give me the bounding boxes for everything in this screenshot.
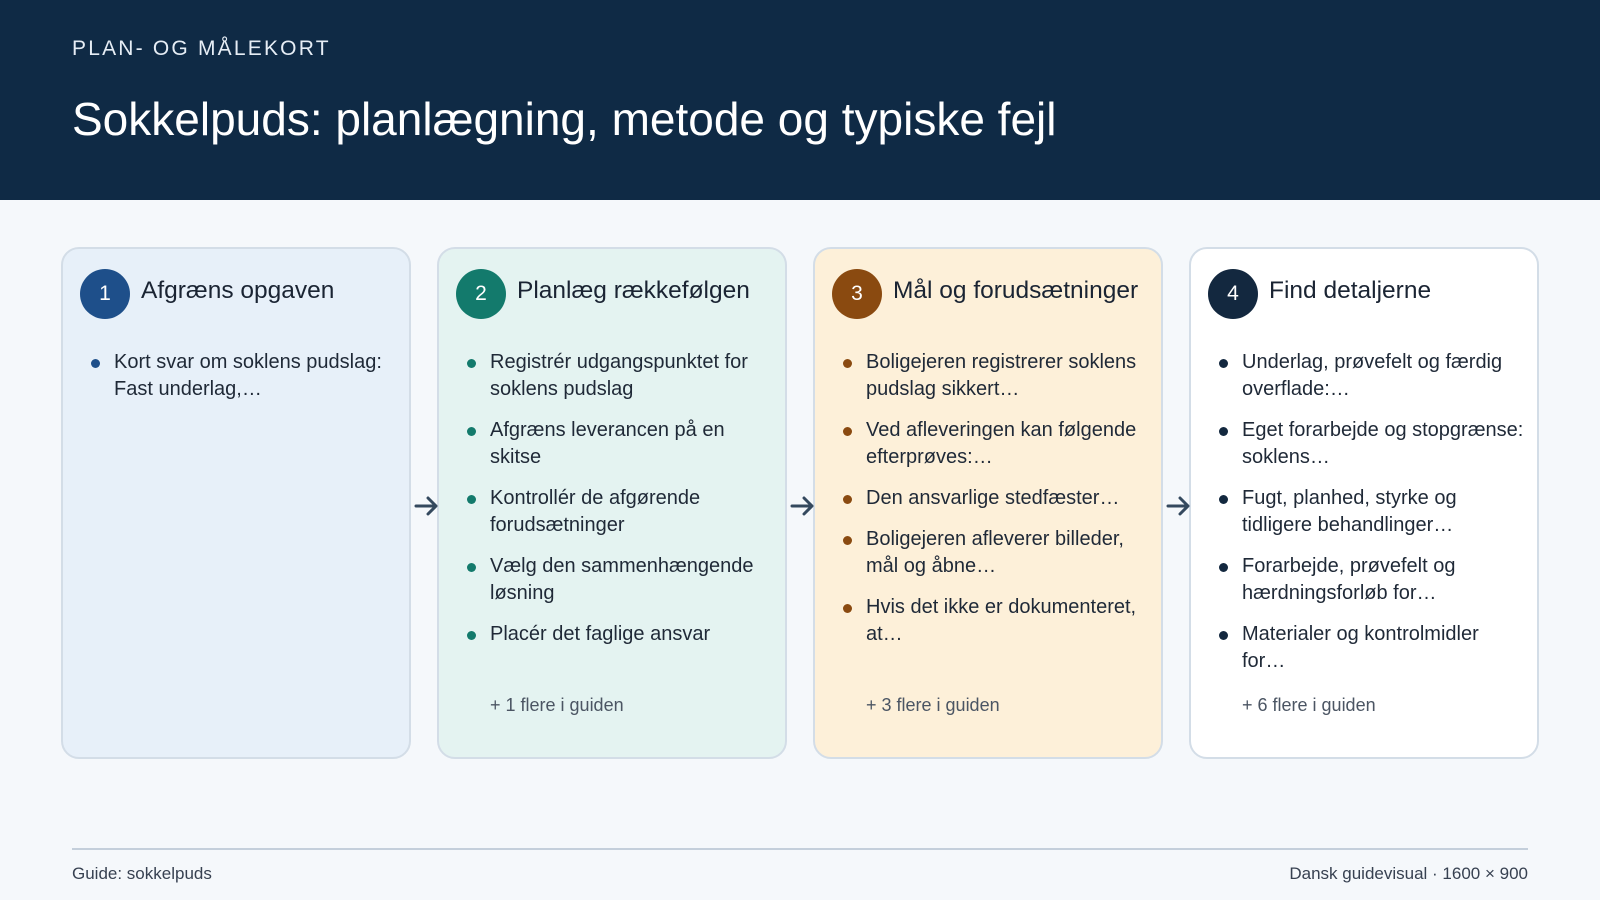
- step-item: [1219, 485, 1524, 539]
- bullet-dot: [843, 604, 852, 613]
- step-item-text: Eget forarbejde og stopgrænse: soklens…: [1242, 419, 1524, 468]
- header-band: [0, 0, 1600, 200]
- step-item-list: [91, 349, 396, 417]
- bullet-dot: [467, 631, 476, 640]
- step-item-text: Placér det faglige ansvar: [490, 623, 711, 645]
- bullet-dot: [843, 536, 852, 545]
- step-item-text: Boligejeren registrerer soklens pudslag sikkert…: [866, 351, 1137, 400]
- step-item-text: Hvis det ikke er dokumenteret, at…: [866, 596, 1137, 645]
- step-number-badge: 4: [1208, 269, 1258, 319]
- step-number-badge: 3: [832, 269, 882, 319]
- step-item-text: Afgræns leverancen på en skitse: [490, 419, 725, 468]
- step-item: [1219, 553, 1524, 607]
- step-item: [843, 526, 1148, 580]
- step-item: [843, 594, 1148, 648]
- bullet-dot: [843, 495, 852, 504]
- step-item: [1219, 621, 1524, 675]
- bullet-dot: [467, 495, 476, 504]
- step-item-list: [843, 349, 1148, 662]
- step-item: [1219, 349, 1524, 403]
- step-item-text: Den ansvarlige stedfæster…: [866, 487, 1120, 509]
- step-item: [91, 349, 396, 403]
- bullet-dot: [91, 359, 100, 368]
- step-item-text: Vælg den sammenhængende løsning: [490, 555, 754, 604]
- footer-divider: [72, 848, 1528, 850]
- arrow-right-icon: [1165, 492, 1193, 520]
- step-item-list: [467, 349, 772, 662]
- step-item-text: Fugt, planhed, styrke og tidligere behandlinger…: [1242, 487, 1457, 536]
- bullet-dot: [1219, 563, 1228, 572]
- step-card-4: [1189, 247, 1539, 759]
- step-item-text: Boligejeren afleverer billeder, mål og åbne…: [866, 528, 1124, 577]
- bullet-dot: [1219, 359, 1228, 368]
- bullet-dot: [843, 359, 852, 368]
- step-item: [467, 621, 772, 648]
- step-item: [1219, 417, 1524, 471]
- more-in-guide-link[interactable]: + 1 flere i guiden: [490, 695, 624, 715]
- bullet-dot: [1219, 495, 1228, 504]
- step-item: [467, 417, 772, 471]
- footer-meta-label: Dansk guidevisual · 1600 × 900: [1289, 864, 1528, 883]
- step-item: [843, 485, 1148, 512]
- eyebrow-label: PLAN- OG MÅLEKORT: [72, 37, 331, 60]
- arrow-right-icon: [413, 492, 441, 520]
- step-item: [467, 349, 772, 403]
- step-item-text: Underlag, prøvefelt og færdig overflade:…: [1242, 351, 1503, 400]
- more-in-guide-link[interactable]: + 6 flere i guiden: [1242, 695, 1376, 715]
- step-item-text: Materialer og kontrolmidler for…: [1242, 623, 1479, 672]
- step-card-2: [437, 247, 787, 759]
- footer-guide-label: Guide: sokkelpuds: [72, 864, 212, 883]
- step-title: Mål og forudsætninger: [893, 277, 1139, 304]
- bullet-dot: [1219, 631, 1228, 640]
- step-item: [467, 485, 772, 539]
- step-item: [843, 417, 1148, 471]
- step-title: Afgræns opgaven: [141, 277, 335, 304]
- step-card-3: [813, 247, 1163, 759]
- bullet-dot: [1219, 427, 1228, 436]
- page-title: Sokkelpuds: planlægning, metode og typiske fejl: [72, 93, 1057, 145]
- step-number-badge: 1: [80, 269, 130, 319]
- step-card-1: [61, 247, 411, 759]
- step-number-badge: 2: [456, 269, 506, 319]
- bullet-dot: [467, 359, 476, 368]
- step-item: [467, 553, 772, 607]
- step-item-text: Forarbejde, prøvefelt og hærdningsforløb for…: [1242, 555, 1456, 604]
- step-title: Find detaljerne: [1269, 277, 1432, 304]
- step-item-text: Kort svar om soklens pudslag: Fast underlag,…: [114, 351, 382, 400]
- bullet-dot: [467, 427, 476, 436]
- more-in-guide-link[interactable]: + 3 flere i guiden: [866, 695, 1000, 715]
- step-item: [843, 349, 1148, 403]
- step-item-text: Kontrollér de afgørende forudsætninger: [490, 487, 701, 536]
- bullet-dot: [843, 427, 852, 436]
- step-item-text: Registrér udgangspunktet for soklens pudslag: [490, 351, 748, 400]
- step-item-list: [1219, 349, 1524, 689]
- arrow-right-icon: [789, 492, 817, 520]
- step-title: Planlæg rækkefølgen: [517, 277, 750, 304]
- step-item-text: Ved afleveringen kan følgende efterprøves:…: [866, 419, 1137, 468]
- bullet-dot: [467, 563, 476, 572]
